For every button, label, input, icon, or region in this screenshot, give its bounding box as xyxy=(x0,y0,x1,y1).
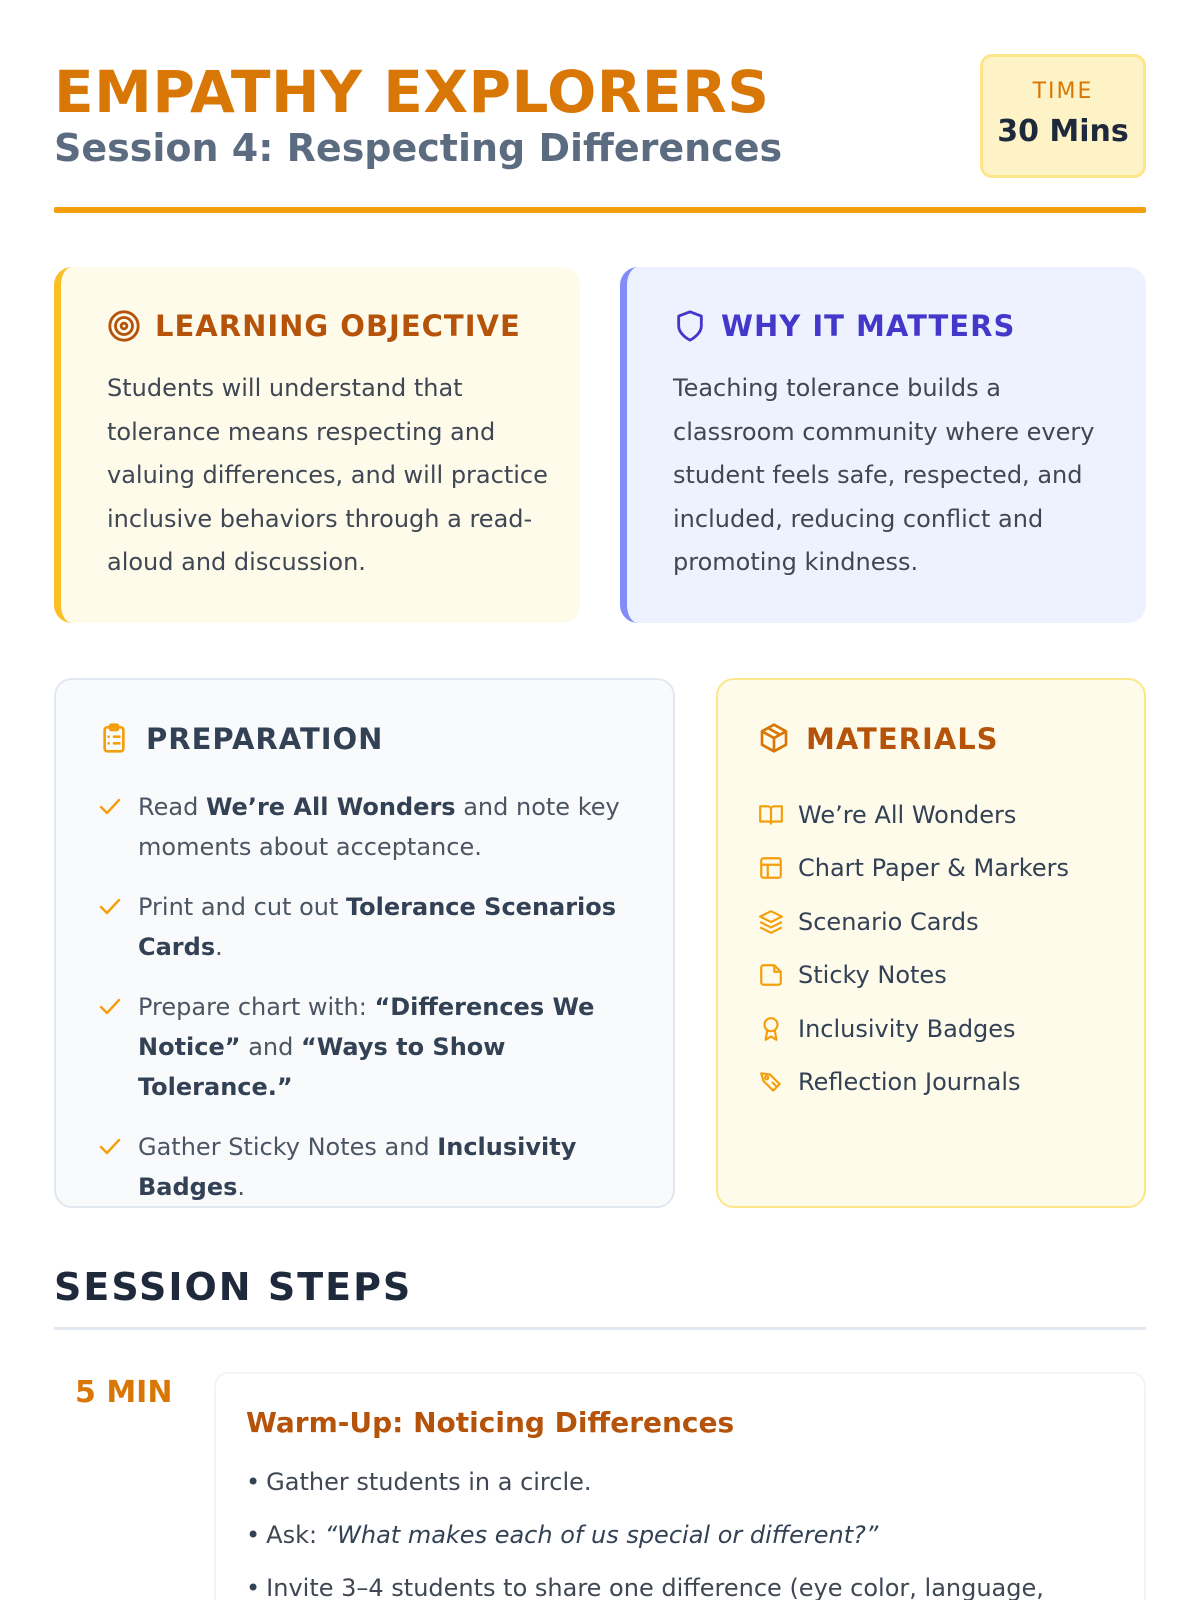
step-bullet: • Gather students in a circle. xyxy=(246,1468,592,1496)
material-item: We’re All Wonders xyxy=(758,788,1124,842)
preparation-list xyxy=(98,787,643,1227)
check-icon xyxy=(98,1137,122,1157)
package-icon xyxy=(758,722,792,756)
preparation-title: PREPARATION xyxy=(146,722,384,756)
why-it-matters-text: Teaching tolerance builds a classroom community where every student feels safe, respected, and included, reducing conflict and promoting kindness. xyxy=(673,374,1095,576)
session-steps-divider xyxy=(54,1327,1146,1330)
learning-objective-title: LEARNING OBJECTIVE xyxy=(155,309,521,343)
step-title: Warm-Up: Noticing Differences xyxy=(246,1406,735,1439)
time-value: 30 Mins xyxy=(997,114,1129,149)
step-duration: 5 MIN xyxy=(75,1375,173,1410)
header-divider xyxy=(54,207,1146,213)
page-title: EMPATHY EXPLORERS xyxy=(54,58,770,126)
material-item: Inclusivity Badges xyxy=(758,1002,1124,1056)
material-item: Reflection Journals xyxy=(758,1056,1124,1110)
material-item: Sticky Notes xyxy=(758,949,1124,1003)
learning-objective-card xyxy=(54,267,580,623)
clipboard-icon xyxy=(98,722,132,756)
step-card xyxy=(214,1372,1146,1600)
materials-title: MATERIALS xyxy=(806,722,999,756)
book-icon xyxy=(758,802,784,828)
materials-list xyxy=(758,788,1124,1109)
sticky-note-icon xyxy=(758,962,784,988)
preparation-card xyxy=(54,678,675,1208)
preparation-item: Prepare chart with: “Differences We Notice” and “Ways to Show Tolerance.” xyxy=(98,987,643,1107)
layout-icon xyxy=(758,855,784,881)
step-bullet-list xyxy=(246,1456,1134,1600)
shield-icon xyxy=(673,309,707,343)
session-steps-heading: SESSION STEPS xyxy=(54,1265,413,1309)
check-icon xyxy=(98,897,122,917)
learning-objective-heading xyxy=(107,309,521,343)
time-label: TIME xyxy=(1032,79,1094,104)
header xyxy=(54,52,1146,212)
preparation-item: Read We’re All Wonders and note key moments about acceptance. xyxy=(98,787,643,867)
why-it-matters-title: WHY IT MATTERS xyxy=(721,309,1016,343)
check-icon xyxy=(98,797,122,817)
why-it-matters-heading xyxy=(673,309,1015,343)
check-icon xyxy=(98,997,122,1017)
preparation-item: Gather Sticky Notes and Inclusivity Badges. xyxy=(98,1127,643,1207)
preparation-heading xyxy=(98,722,383,756)
materials-heading xyxy=(758,722,999,756)
lesson-plan-page xyxy=(54,0,1146,1600)
why-it-matters-card xyxy=(620,267,1146,623)
preparation-item: Print and cut out Tolerance Scenarios Cards. xyxy=(98,887,643,967)
award-icon xyxy=(758,1016,784,1042)
learning-objective-text: Students will understand that tolerance means respecting and valuing differences, and will practice inclusive behaviors through a read-aloud and discussion. xyxy=(107,374,548,576)
page-subtitle: Session 4: Respecting Differences xyxy=(54,126,783,170)
time-badge xyxy=(980,54,1146,178)
step-bullet: • Invite 3–4 students to share one difference (eye color, language, xyxy=(246,1574,1044,1600)
notebook-pen-icon xyxy=(758,1069,784,1095)
material-item: Scenario Cards xyxy=(758,895,1124,949)
material-item: Chart Paper & Markers xyxy=(758,842,1124,896)
step-bullet: • Ask: “What makes each of us special or different?” xyxy=(246,1521,879,1549)
target-icon xyxy=(107,309,141,343)
layers-icon xyxy=(758,909,784,935)
materials-card xyxy=(716,678,1146,1208)
